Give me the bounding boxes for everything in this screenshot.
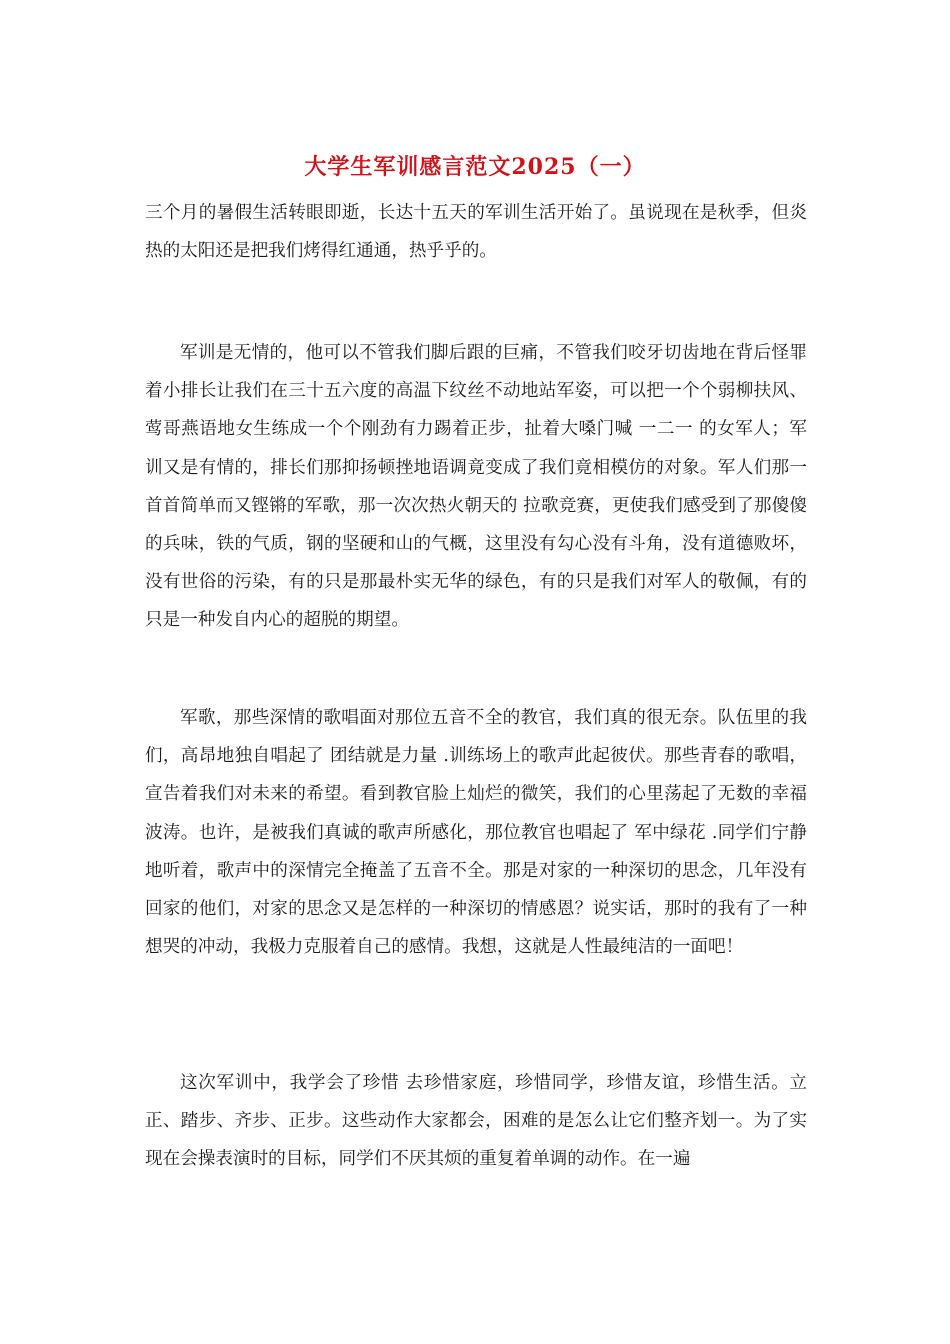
paragraph-3: 军歌，那些深情的歌唱面对那位五音不全的教官，我们真的很无奈。队伍里的我们，高昂地独自唱起了 团结就是力量 .训练场上的歌声此起彼伏。那些青春的歌唱，宣告着我们对未来的希望。看到教官脸上灿烂的微笑，我们的心里荡起了无数的幸福波涛。也许，是被我们真诚的歌声所感化，那位教官也唱起了 军中绿花 .同学们宁静地听着，歌声中的深情完全掩盖了五音不全。那是对家的一种深切的思念，几年没有回家的他们，对家的思念又是怎样的一种深切的情感恩？说实话，那时的我有了一种想哭的冲动，我极力克服着自己的感情。我想，这就是人性最纯洁的一面吧！: [145, 708, 807, 958]
paragraph-4: 这次军训中，我学会了珍惜 去珍惜家庭，珍惜同学，珍惜友谊，珍惜生活。立正、踏步、齐步、正步。这些动作大家都会，困难的是怎么让它们整齐划一。为了实现在会操表演时的目标，同学们不厌其烦的重复着单调的动作。在一遍: [145, 1073, 807, 1170]
document-title: 大学生军训感言范文2025（一）: [304, 154, 646, 180]
paragraph-1: 三个月的暑假生活转眼即逝，长达十五天的军训生活开始了。虽说现在是秋季，但炎热的太阳还是把我们烤得红通通，热乎乎的。: [145, 203, 807, 262]
paragraph-2: 军训是无情的，他可以不管我们脚后跟的巨痛，不管我们咬牙切齿地在背后怪罪着小排长让我们在三十五六度的高温下纹丝不动地站军姿，可以把一个个弱柳扶风、莺哥燕语地女生练成一个个刚劲有力踢着正步，扯着大嗓门喊 一二一 的女军人；军训又是有情的，排长们那抑扬顿挫地语调竟变成了我们竟相模仿的对象。军人们那一首首简单而又铿锵的军歌，那一次次热火朝天的 拉歌竞赛，更使我们感受到了那傻傻的兵味，铁的气质，钢的坚硬和山的气概，这里没有勾心没有斗角，没有道德败坏，没有世俗的污染，有的只是那最朴实无华的绿色，有的只是我们对军人的敬佩，有的只是一种发自内心的超脱的期望。: [145, 343, 807, 631]
